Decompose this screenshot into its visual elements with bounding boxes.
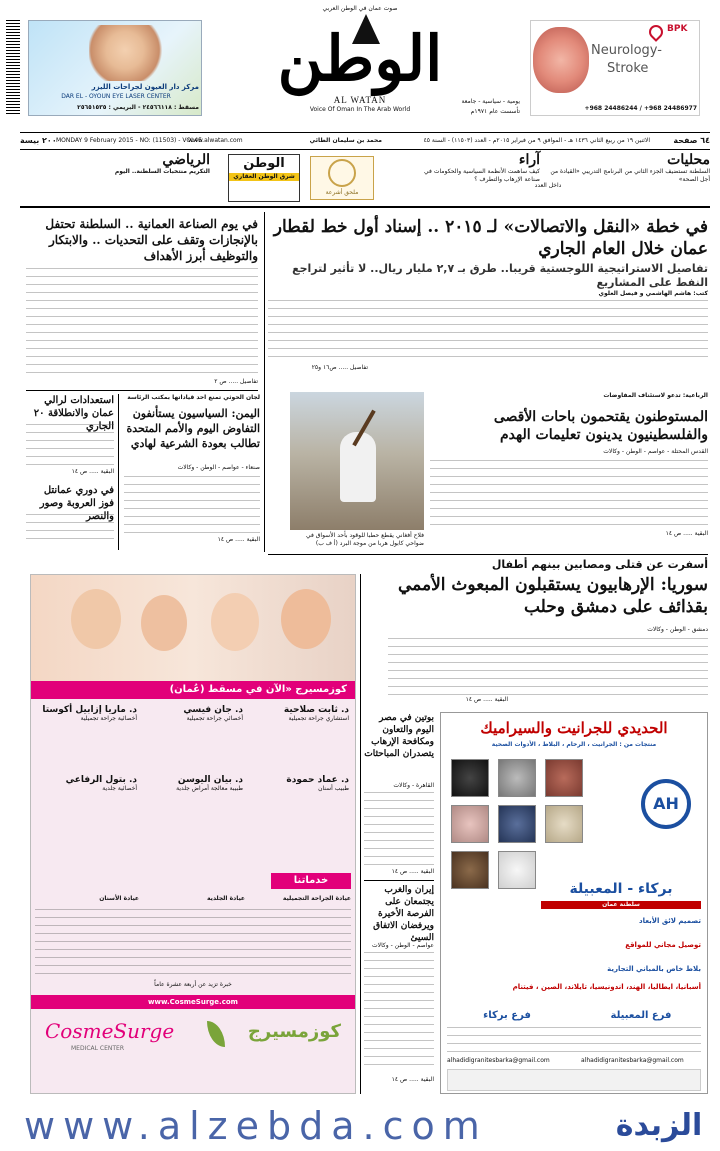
- index-opinion-item: كيف ساهمت الأنظمة السياسية والحكومات في صناعة الإرهاب والتطرف ؟: [424, 168, 540, 183]
- aqsa-kicker: الرباعية: تدعو لاستئناف المفاوضات: [603, 392, 708, 399]
- index-bar: [20, 152, 710, 204]
- swatch-brown: [451, 851, 489, 889]
- doctor-3-name: د. ماريا إزابيل أكوستا: [42, 705, 137, 715]
- services-list: [35, 909, 351, 975]
- index-sports[interactable]: [80, 152, 210, 204]
- masthead-daily: يومية - سياسية - جامعة: [461, 98, 520, 105]
- heart-logo-icon: [646, 22, 666, 42]
- cosme-brand-sub: MEDICAL CENTER: [71, 1045, 124, 1052]
- index-opinion-title: آراء: [518, 152, 540, 168]
- doctor-5: [143, 775, 243, 793]
- masthead-title-en: AL WATAN: [333, 95, 387, 105]
- cosme-leaf-icon: [207, 1021, 225, 1047]
- league-headline: في دوري عمانتل فوز العروبة وصور والنصر: [39, 485, 114, 522]
- aqsa-headline: المستوطنون يقتحمون باحات الأقصى والفلسطينيون يدينون تعليمات الهدم: [493, 409, 708, 443]
- brain-photo: [533, 27, 589, 93]
- ashraa-label: ملحق أشرعة: [325, 189, 359, 196]
- main-body-text: [268, 300, 708, 364]
- masthead-tagline: Voice Of Oman In The Arab World: [309, 106, 411, 113]
- swatch-grey: [498, 759, 536, 797]
- granite-products: منتجات من : الجرانيت ، الرخام ، البلاط ، الأدوات الصحية: [491, 741, 657, 748]
- rally-body: [26, 424, 114, 468]
- cosme-banner: كوزمسيرج «الآن في مسقط (عُمان): [31, 681, 355, 699]
- services-title: خدماتنا: [271, 873, 351, 889]
- egypt-rule: [364, 880, 434, 881]
- eye-ad-title: مركز دار العيون لجراحات الليزر: [91, 83, 199, 91]
- eye-ad-phone: مسقط : ٢٤٥٦٦١١٨ - البريمي : ٢٥٦٥١٥٣٥: [77, 104, 199, 111]
- date-en: MONDAY 9 February 2015 - NO: (11503) - VOL45: [56, 137, 203, 144]
- swatch-black: [451, 759, 489, 797]
- supplement-realestate[interactable]: [228, 154, 300, 202]
- iran-byline: عواصم - الوطن - وكالات: [372, 942, 434, 949]
- cosmesurge-ad[interactable]: [30, 574, 356, 1094]
- aqsa-more[interactable]: البقية ..... ص ١٤: [665, 530, 708, 537]
- masthead-founded: تأسست عام ١٩٧١م: [470, 108, 520, 115]
- granite-countries: أسبانيا، ايطاليا، الهند، اندونيسيا، تايلاند، الصين ، فيتنام: [512, 983, 701, 991]
- doctors-grid: [37, 705, 349, 855]
- iran-headline: إيران والغرب يجتمعان على الفرصة الأخيرة ويرفضان الاتفاق السيئ: [373, 885, 434, 943]
- doctor-1-spec: استشاري جراحة تجميلية: [288, 715, 349, 722]
- syria-more[interactable]: البقية ..... ص ١٤: [465, 696, 508, 703]
- barcode: [6, 20, 20, 116]
- cosme-footer: خبرة تزيد عن أربعة عشرة عاماً: [154, 981, 232, 988]
- yemen-headline: اليمن: السياسيون يستأنفون التفاوض اليوم والأمم المتحدة تطالب بعودة الشرعية لهادي: [126, 407, 260, 450]
- doctor-3: [37, 705, 137, 723]
- main-more[interactable]: تفاصيل ..... ص١٦ و٢٥: [311, 364, 368, 371]
- granite-offer-3: بلاط خاص بالمباني التجارية: [607, 965, 701, 973]
- date-ar: الاثنين ١٩ من ربيع الثاني ١٤٣٦ هـ - الموافق ٩ من فبراير ٢٠١٥م - العدد (١١٥٠٣) - السنة ٤٥: [423, 137, 650, 144]
- industry-headline: في يوم الصناعة العمانية .. السلطنة تحتفل بالإنجازات وتقف على التحديات .. والابتكار والتوظيف أبرز الأهداف: [45, 217, 258, 263]
- swatch-beige: [545, 805, 583, 843]
- masthead: [0, 0, 720, 130]
- granite-swatches: [449, 757, 629, 875]
- doctor-1-name: د. ثابت صلاحية: [283, 705, 349, 715]
- doctor-5-spec: طبيبة معالجة أمراض جلدية: [176, 785, 243, 792]
- dateline: [20, 134, 710, 148]
- index-local[interactable]: [550, 152, 710, 204]
- website-url[interactable]: www.alwatan.com: [188, 137, 243, 144]
- granite-location: بركاء - المعبيلة: [569, 881, 673, 897]
- granite-branch-1: فرع المعبيلة: [610, 1010, 672, 1021]
- swatch-white: [498, 851, 536, 889]
- services-col-1: عيادة الجراحة التجميلية: [282, 895, 351, 902]
- price: ٢٠٠ بيسة: [20, 136, 57, 145]
- eye-ad-en: DAR EL - OYOUN EYE LASER CENTER: [61, 93, 171, 100]
- family-photo: [31, 575, 355, 681]
- doctor-6: [37, 775, 137, 793]
- yemen-byline: صنعاء - عواصم - الوطن - وكالات: [177, 464, 260, 471]
- face-2: [141, 595, 187, 651]
- col-divider-1: [264, 212, 265, 552]
- granite-offer-2: توصيل مجاني للمواقع: [625, 941, 701, 949]
- index-local-item: السلطنة تستضيف الجزء الثاني من البرنامج التدريبي «القيادة من أجل الصحة»: [550, 168, 710, 183]
- dateline-bottom-rule: [20, 149, 710, 150]
- neuro-line1: Neurology-: [591, 43, 662, 58]
- granite-location-sub: سلطنة عمان: [541, 901, 701, 909]
- index-inside-label: داخل العدد: [534, 182, 562, 189]
- doctor-6-spec: أخصائية جلدية: [102, 785, 137, 792]
- egypt-more[interactable]: البقية ..... ص ١٤: [391, 868, 434, 875]
- swatch-pink: [451, 805, 489, 843]
- industry-body: [26, 268, 258, 376]
- doctor-4: [249, 775, 349, 793]
- egypt-byline: القاهرة - وكالات: [393, 782, 434, 789]
- watermark-logo: الزبدة: [615, 1108, 703, 1143]
- yemen-body: [124, 476, 260, 534]
- masthead-title: الوطن: [277, 22, 443, 95]
- yemen-more[interactable]: البقية ..... ص ١٤: [217, 536, 260, 543]
- granite-email-2[interactable]: alhadidigranitesbarka@gmail.com: [447, 1057, 550, 1064]
- doctor-5-name: د. بيان اليوسن: [177, 775, 243, 785]
- face-1: [71, 589, 121, 649]
- masthead-subtitle: صوت عمان في الوطن العربي: [322, 5, 398, 12]
- realestate-label: شرق الوطن العقاري: [229, 173, 299, 181]
- iran-body: [364, 952, 434, 1070]
- pages-count: ٦٤ صفحة: [673, 136, 710, 145]
- doctor-2: [143, 705, 243, 723]
- granite-map: [447, 1069, 701, 1091]
- doctor-3-spec: أخصائية جراحة تجميلية: [80, 715, 137, 722]
- granite-title: الحديدي للجرانيت والسيراميك: [480, 719, 668, 737]
- main-headline: في خطة «النقل والاتصالات» لـ ٢٠١٥ .. إسناد أول خط لقطار عمان خلال العام الجاري: [273, 217, 708, 259]
- watermark-url[interactable]: www.alzebda.com: [24, 1104, 488, 1148]
- doctor-4-spec: طبيب أسنان: [318, 785, 349, 792]
- index-sports-item: التكريم منتخبات السلطنة.. اليوم: [114, 168, 210, 175]
- services-col-3: عيادة الأسنان: [99, 895, 139, 902]
- afghan-photo: [290, 392, 424, 530]
- rally-headline: استعدادات لرالي عمان والانطلاقة ٢٠ الجاري: [33, 395, 114, 432]
- rally-more[interactable]: البقية ..... ص ١٤: [71, 468, 114, 475]
- industry-rule: [26, 390, 258, 391]
- syria-top-rule: [268, 554, 708, 555]
- granite-ad[interactable]: [440, 712, 708, 1094]
- services-col-2: عيادة الجلدية: [207, 895, 245, 902]
- index-opinion[interactable]: [420, 152, 540, 204]
- aqsa-byline: القدس المحتلة - عواصم - الوطن - وكالات: [603, 448, 708, 455]
- index-local-title: محليات: [667, 152, 710, 168]
- face-4: [281, 589, 331, 649]
- syria-byline: دمشق - الوطن - وكالات: [647, 626, 708, 633]
- index-bottom-rule: [20, 206, 710, 208]
- photo-figure: [340, 432, 376, 502]
- yemen-kicker: لجان الحوثي تمنع احد قياداتها بمكتب الرئاسة: [127, 394, 260, 401]
- cosme-brand-en: CosmeSurge: [45, 1019, 175, 1043]
- ashraa-emblem-icon: [328, 159, 356, 187]
- egypt-body: [364, 792, 434, 868]
- dateline-top-rule: [20, 132, 710, 133]
- swatch-blue: [498, 805, 536, 843]
- ah-logo-icon: AH: [641, 779, 691, 829]
- main-byline: كتب: هاشم الهاشمي و فيصل العلوي: [598, 290, 708, 297]
- granite-offer-1: تصميم لائق الأبعاد: [638, 917, 701, 925]
- swatch-red: [545, 759, 583, 797]
- neuro-phone: +968 24486244 / +968 24486977: [584, 105, 697, 112]
- cosme-brand-ar: كوزمسيرج: [247, 1021, 341, 1042]
- publisher: محمد بن سليمان الطائي: [309, 137, 382, 144]
- main-subhead: تفاصيل الاستراتيجية اللوجستية قريبا.. طرق بـ ٢,٧ مليار ريال.. لا تأثير لتراجع النفط على المشاريع: [292, 262, 708, 289]
- cosme-website[interactable]: www.CosmeSurge.com: [31, 995, 355, 1009]
- league-body: [26, 514, 114, 542]
- bpk-logo: BPK: [667, 24, 688, 34]
- index-sports-title: الرياضي: [162, 152, 210, 168]
- granite-branch-2: فرع بركاء: [483, 1010, 531, 1021]
- face-3: [211, 593, 259, 651]
- doctor-1: [249, 705, 349, 723]
- doctor-2-name: د. جان فيسي: [183, 705, 243, 715]
- eye-laser-ad[interactable]: [28, 20, 202, 116]
- neuro-line2: Stroke: [607, 61, 649, 76]
- syria-body: [388, 638, 708, 696]
- syria-headline: سوريا: الإرهابيون يستقبلون المبعوث الأممي بقذائف على دمشق وحلب: [397, 575, 708, 617]
- egypt-headline: بوتين في مصر اليوم والتعاون ومكافحة الإرهاب يتصدران المباحثات: [364, 713, 434, 759]
- doctor-4-name: د. عماد حمودة: [286, 775, 349, 785]
- col-divider-2: [118, 394, 119, 550]
- col-divider-3: [360, 574, 361, 1094]
- photo-caption: فلاح أفغاني يقطع حطبا للوقود بأحد الأسواق في ضواحي كابول هربا من موجة البرد (أ ف ب): [305, 532, 424, 547]
- realestate-logo: الوطن: [243, 156, 285, 171]
- iran-more[interactable]: البقية ..... ص ١٤: [391, 1076, 434, 1083]
- industry-more[interactable]: تفاصيل ..... ص ٢: [214, 378, 258, 385]
- granite-email-1[interactable]: alhadidigranitesbarka@gmail.com: [581, 1057, 684, 1064]
- syria-kicker: أسفرت عن قتلى ومصابين بينهم أطفال: [491, 558, 708, 571]
- granite-branch-contacts: [447, 1027, 701, 1053]
- aqsa-body: [430, 460, 708, 526]
- neurology-ad[interactable]: [530, 20, 700, 116]
- doctor-2-spec: أخصائي جراحة تجميلية: [186, 715, 243, 722]
- supplement-ashraa[interactable]: [310, 156, 374, 200]
- child-photo: [89, 25, 179, 81]
- doctor-6-name: د. بتول الرفاعي: [65, 775, 137, 785]
